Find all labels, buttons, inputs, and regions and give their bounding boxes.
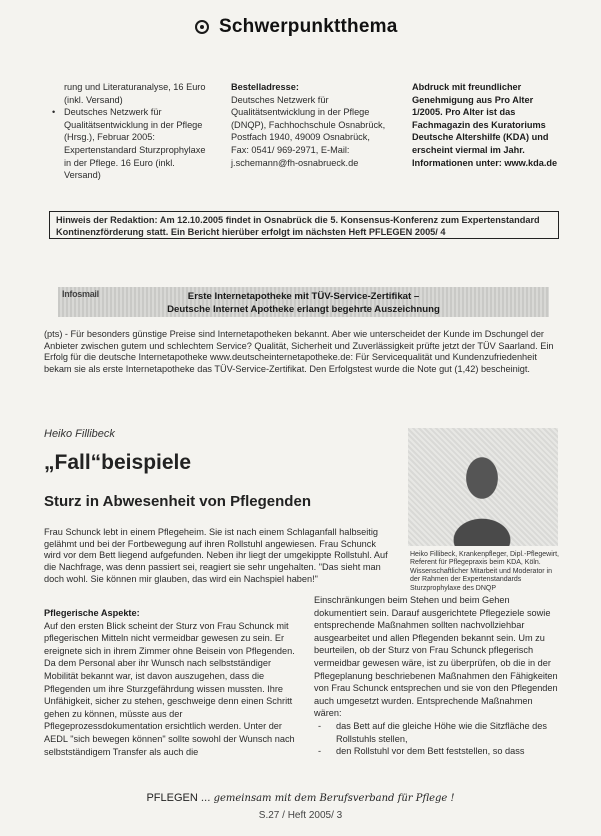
page-number: S.27 / Heft 2005/ 3 [258,810,343,821]
literature-entry-tail: rung und Literaturanalyse, 16 Euro (inkl. Versand) [64,82,206,105]
magazine-slogan: ... gemeinsam mit dem Berufsverband für Pflege ! [200,793,455,804]
editorial-notice: Hinweis der Redaktion: Am 12.10.2005 findet in Osnabrück die 5. Konsensus-Konferenz zum Expertenstandard Kontinenzförderung statt. Ein Bericht hierüber erfolgt im nächsten Heft PFLEGEN 2005/ 4 [49,211,559,239]
column-2-text: Einschränkungen beim Stehen und beim Gehen dokumentiert sein. Darauf ausgerichtete Pflegeziele sowie entsprechende Maßnahmen sollten nachvollziehbar ausgearbeitet und allen Pflegenden bekannt sein. Um zu beurteilen, ob der Sturz von Frau Schunck pflegerisch vermeidbar gewesen wäre, ist zu überprüfen, ob die in der Pflegeplanung beschriebenen Maßnahmen den Fähigkeiten von Frau Schunck entsprechen und sie von den Pflegenden auch umgesetzt wurden. Entsprechende Maßnahmen wären: [314,595,558,719]
footer-magazine [0,792,601,804]
order-address-title: Bestelladresse: [231,82,299,92]
article-headline: „Fall“beispiele [44,451,192,474]
news-title [58,291,549,316]
article-column-1 [44,607,299,758]
reprint-notice: Abdruck mit freundlicher Genehmigung aus Pro Alter 1/2005. Pro Alter ist das Fachmagazin des Kuratoriums Deutsche Altershilfe (KDA) und erscheint viermal im Jahr. Informationen unter: www.kda.de [412,82,558,168]
photo-caption: Heiko Fillibeck, Krankenpfleger, Dipl.-Pflegewirt, Referent für Pflegepraxis beim KDA, Köln. Wissenschaftlicher Mitarbeit und Moderator in der Rahmen der Expertenstandards Sturzprophylaxe des DNQP [410,551,560,592]
news-title-line-1: Erste Internetapotheke mit TÜV-Service-Zertifikat – [187,291,420,302]
literature-entry: • Deutsches Netzwerk für Qualitätsentwicklung in der Pflege (Hrsg.), Februar 2005: Expertenstandard Sturzprophylaxe in der Pflege. 16 Euro (inkl. Versand) [52,106,212,182]
article-intro: Frau Schunck lebt in einem Pflegeheim. Sie ist nach einem Schlaganfall halbseitig gelähmt und bei der Fortbewegung auf ihren Rollstuhl angewiesen. Frau Schunck wird vor dem Bett liegend aufgefunden. Neben ihr liegt der umgekippte Rollstuhl. Auf die Nachfrage, was denn passiert sei, reagiert sie sehr ungehalten. "Das sieht man doch wohl. Sie können mir glauben, das wird ein Nachspiel haben!" [44,527,388,584]
aspects-title: Pflegerische Aspekte: [44,608,140,618]
news-stamp: Infosmail [62,289,99,299]
news-body: (pts) - Für besonders günstige Preise sind Internetapotheken bekannt. Aber wie unterscheidet der Kunde im Dschungel der Anbieter zwischen gutem und schlechtem Service? Qualität, Sicherheit und Zuverlässigkeit prüfte jetzt der TÜV Saarland. Ein Erfolg für die deutsche Internetapotheke www.deutscheinternetapotheke.de: Für Servicequalität und Kundenzufriedenheit bekam sie als erste Internetapotheke das TÜV-Service-Zertifikat. Den Erfolgstest wurde die Note gut (1,42) bescheinigt. [44,329,554,374]
section-header [195,14,495,40]
measure-item: - den Rollstuhl vor dem Bett feststellen, so dass [314,745,559,758]
measure-item: - das Bett auf die gleiche Höhe wie die Sitzfläche des Rollstuhls stellen, [314,720,559,745]
article-author: Heiko Fillibeck [44,428,115,440]
top-column-2 [231,81,389,169]
author-photo [408,428,558,546]
aspects-text: Auf den ersten Blick scheint der Sturz von Frau Schunck mit pflegerischen Mitteln nicht vermeidbar gewesen zu sein. Er ereignete sich in ihrem Zimmer ohne Beisein von Pflegenden. Da dem Personal aber ihr Wunsch nach selbstständiger Mobilität bekannt war, ist davon auszugehen, dass die Pflegenden um ihre Sturzgefährdung wissen mussten. Ihre Unfähigkeit, sicher zu stehen, geschweige denn einen Schritt gehen zu können, müsste aus der Pflegeprozessdokumentation ersichtlich werden. Unter der AEDL "sich bewegen können" sollte sowohl der Wunsch nach selbstständigem Transfer als auch die [44,620,295,757]
order-address-text: Deutsches Netzwerk für Qualitätsentwicklung in der Pflege (DNQP), Fachhochschule Osnabrück, Postfach 1940, 49009 Osnabrück, Fax: 0541/ 969-2971, E-Mail: j.schemann@fh-osnabrueck.de [231,94,386,168]
section-title: Schwerpunktthema [219,16,398,37]
top-column-1 [52,81,212,182]
article-column-2 [314,594,559,758]
magazine-name: PFLEGEN [146,792,198,804]
target-logo-icon [195,20,209,34]
article-subheadline: Sturz in Abwesenheit von Pflegenden [44,493,311,510]
news-title-line-2: Deutsche Internet Apotheke erlangt begehrte Auszeichnung [167,303,440,315]
